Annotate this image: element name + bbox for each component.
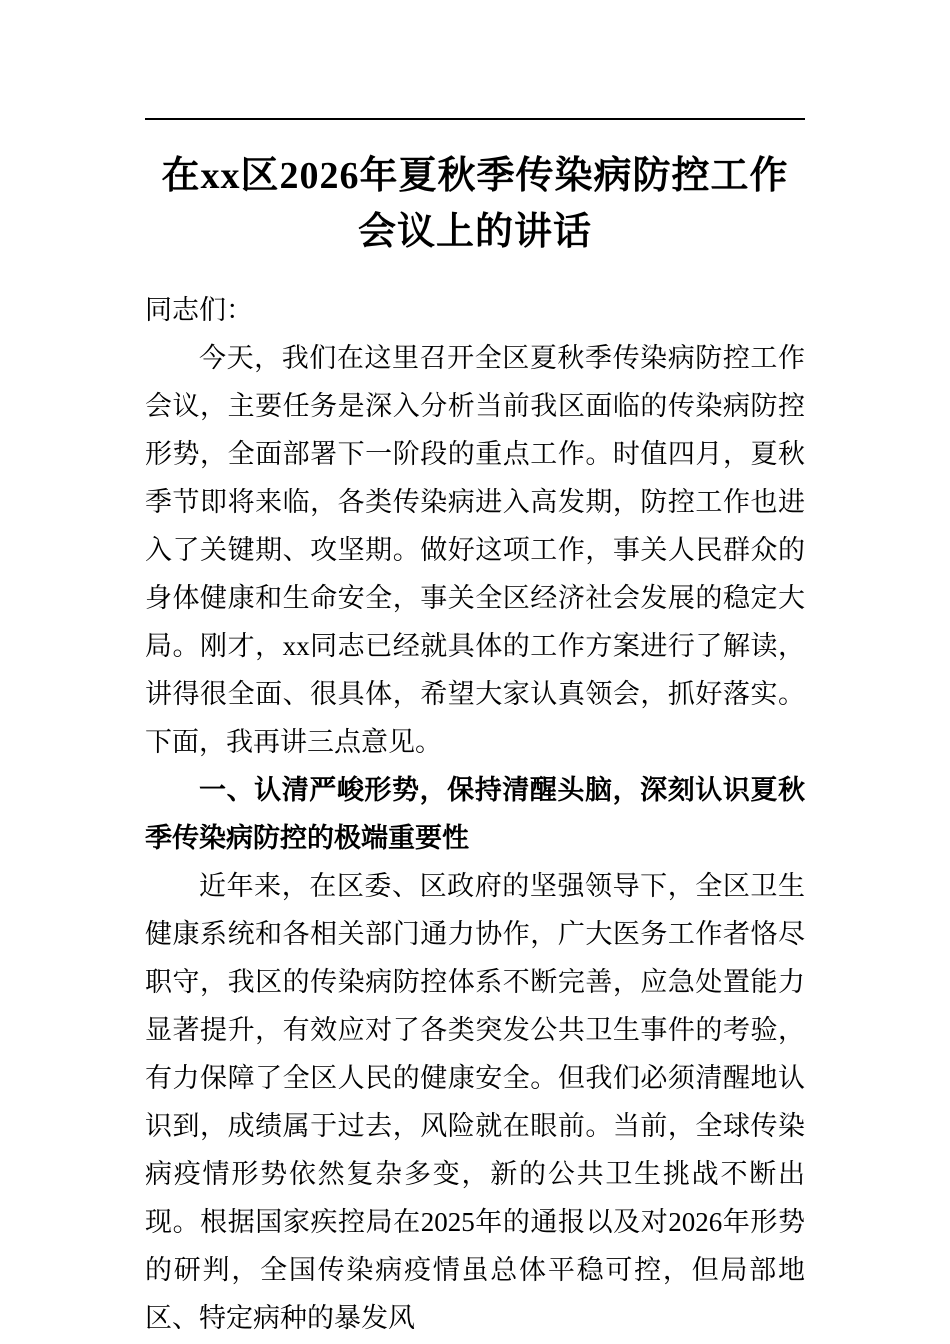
paragraph-section-1: 近年来，在区委、区政府的坚强领导下，全区卫生健康系统和各相关部门通力协作，广大医务工作者恪尽职守，我区的传染病防控体系不断完善，应急处置能力显著提升，有效应对了各类突发公共卫生事件的考验，有力保障了全区人民的健康安全。但我们必须清醒地认识到，成绩属于过去，风险就在眼前。当前，全球传染病疫情形势依然复杂多变，新的公共卫生挑战不断出现。根据国家疾控局在2025年的通报以及对2026年形势的研判，全国传染病疫情虽总体平稳可控，但局部地区、特定病种的暴发风 [145, 871, 805, 1333]
salutation: 同志们： [145, 295, 253, 325]
paragraph-intro: 今天，我们在这里召开全区夏秋季传染病防控工作会议，主要任务是深入分析当前我区面临的传染病防控形势，全面部署下一阶段的重点工作。时值四月，夏秋季节即将来临，各类传染病进入高发期，防控工作也进入了关键期、攻坚期。做好这项工作，事关人民群众的身体健康和生命安全，事关全区经济社会发展的稳定大局。刚才，xx同志已经就具体的工作方案进行了解读，讲得很全面、很具体，希望大家认真领会，抓好落实。下面，我再讲三点意见。 [145, 343, 805, 757]
document-title: 在xx区2026年夏秋季传染病防控工作会议上的讲话 [161, 155, 789, 253]
section-heading-1: 一、认清严峻形势，保持清醒头脑，深刻认识夏秋季传染病防控的极端重要性 [145, 775, 805, 853]
document-content [145, 0, 805, 1342]
